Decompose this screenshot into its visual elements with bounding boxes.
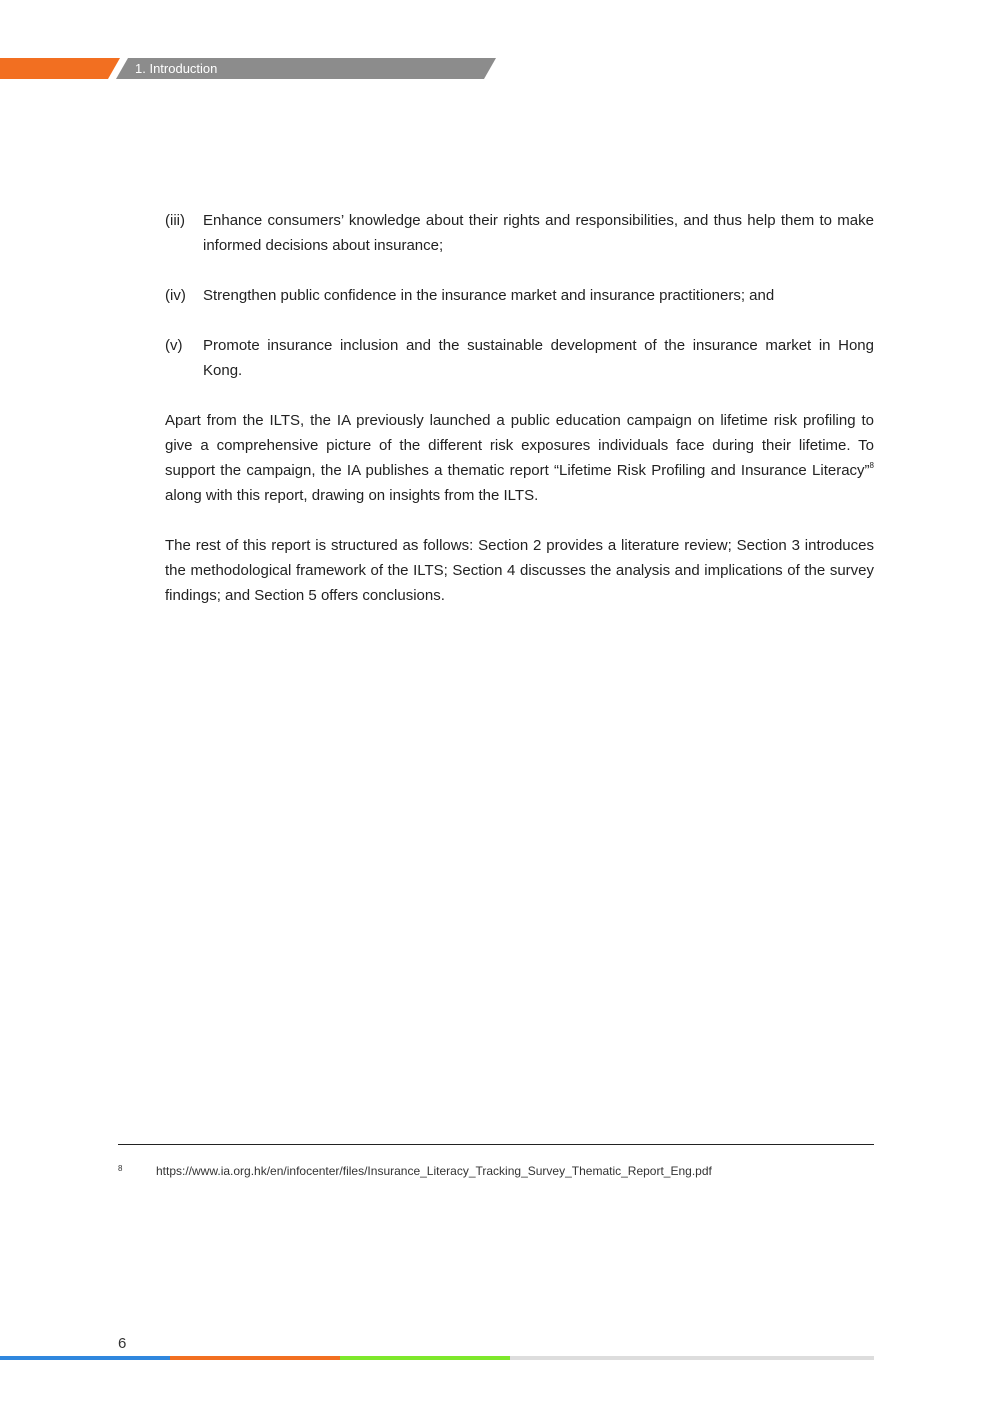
footnote-url[interactable]: https://www.ia.org.hk/en/infocenter/files/Insurance_Literacy_Tracking_Survey_Thematic_Report_Eng.pdf xyxy=(156,1164,712,1178)
footer-bar-blue xyxy=(0,1356,170,1360)
footer-bar-orange xyxy=(170,1356,340,1360)
section-title: 1. Introduction xyxy=(135,61,218,76)
footer-bar-gray xyxy=(510,1356,874,1360)
list-item-number: (iii) xyxy=(165,212,185,229)
list-item xyxy=(165,283,874,308)
list-item xyxy=(165,208,874,258)
footnote-divider xyxy=(118,1144,874,1145)
paragraph-campaign-text-end: along with this report, drawing on insights from the ILTS. xyxy=(165,487,539,504)
list-item-number: (v) xyxy=(165,337,183,354)
footnote-mark: 8 xyxy=(118,1164,123,1173)
list-item-number: (iv) xyxy=(165,287,186,304)
header-orange-band xyxy=(0,58,120,79)
list-item-text: Promote insurance inclusion and the sustainable development of the insurance market in Hong Kong. xyxy=(203,337,874,379)
main-content xyxy=(165,208,874,633)
list-item-text: Strengthen public confidence in the insurance market and insurance practitioners; and xyxy=(203,287,775,304)
paragraph-structure: The rest of this report is structured as follows: Section 2 provides a literature review; Section 3 introduces the methodological framework of the ILTS; Section 4 discusses the analysis and implications of the survey findings; and Section 5 offers conclusions. xyxy=(165,537,874,604)
paragraph-campaign-text: Apart from the ILTS, the IA previously launched a public education campaign on lifetime risk profiling to give a comprehensive picture of the different risk exposures individuals face during their lifetime. To support the campaign, the IA publishes a thematic report “Lifetime Risk Profiling and Insurance Literacy” xyxy=(165,412,874,479)
footer-bar-green xyxy=(340,1356,510,1360)
list-item xyxy=(165,333,874,383)
list-item-text: Enhance consumers’ knowledge about their rights and responsibilities, and thus help them to make informed decisions about insurance; xyxy=(203,212,874,254)
footnote-reference: 8 xyxy=(869,461,874,470)
paragraph-campaign xyxy=(165,408,874,508)
page-number: 6 xyxy=(118,1335,127,1352)
